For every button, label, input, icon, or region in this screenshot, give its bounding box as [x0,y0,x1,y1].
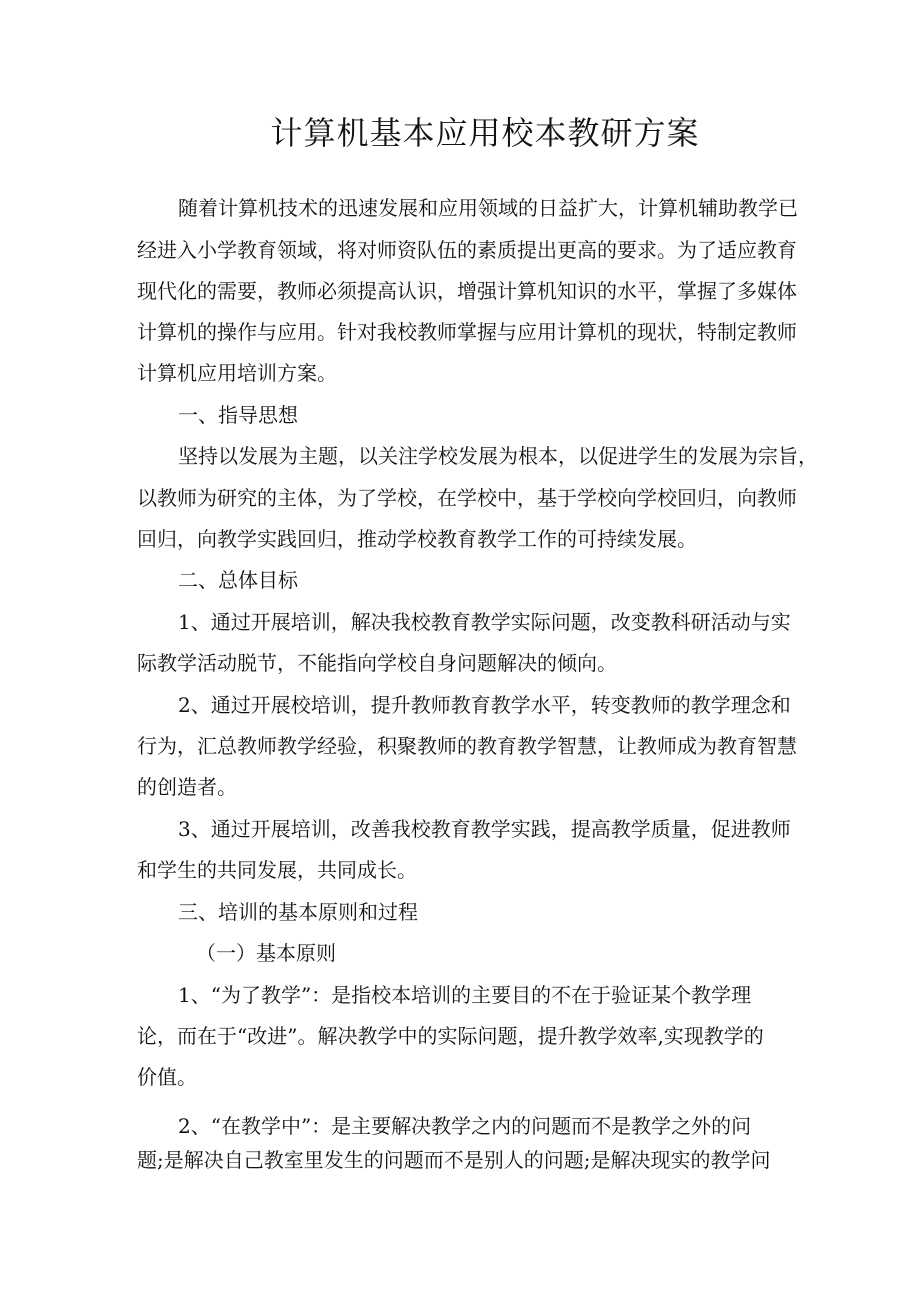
paragraph-line: 1、“为了教学”：是指校本培训的主要目的不在于验证某个教学理 [178,983,752,1007]
section-heading: 二、总体目标 [178,568,298,592]
subsection-heading: （一）基本原则 [196,941,336,965]
paragraph-line: 的创造者。 [137,775,237,799]
paragraph-line: 和学生的共同发展，共同成长。 [137,858,417,882]
document-title: 计算机基本应用校本教研方案 [270,114,700,152]
paragraph-line: 行为，汇总教师教学经验，积聚教师的教育教学智慧，让教师成为教育智慧 [137,734,797,758]
paragraph-line: 1、通过开展培训，解决我校教育教学实际问题，改变教科研活动与实 [178,610,791,634]
paragraph-line: 际教学活动脱节，不能指向学校自身问题解决的倾向。 [137,651,617,675]
paragraph-line: 2、“在教学中”：是主要解决教学之内的问题而不是教学之外的问 [178,1114,752,1138]
paragraph-line: 计算机的操作与应用。针对我校教师掌握与应用计算机的现状，特制定教师 [137,320,797,344]
paragraph-line: 计算机应用培训方案。 [137,361,337,385]
section-heading: 一、指导思想 [178,403,298,427]
paragraph-line: 回归，向教学实践回归，推动学校教育教学工作的可持续发展。 [137,527,697,551]
paragraph-line: 2、通过开展校培训，提升教师教育教学水平，转变教师的教学理念和 [178,693,791,717]
paragraph-line: 以教师为研究的主体，为了学校，在学校中，基于学校向学校回归，向教师 [137,486,797,510]
paragraph-line: 经进入小学教育领域，将对师资队伍的素质提出更高的要求。为了适应教育 [137,238,797,262]
section-heading: 三、培训的基本原则和过程 [178,900,418,924]
paragraph-line: 坚持以发展为主题，以关注学校发展为根本，以促进学生的发展为宗旨， [178,444,818,468]
paragraph-line: 现代化的需要，教师必须提高认识，增强计算机知识的水平，掌握了多媒体 [137,279,797,303]
paragraph-line: 题;是解决自己教室里发生的问题而不是别人的问题;是解决现实的教学问 [137,1148,771,1172]
paragraph-line: 论，而在于“改进”。解决教学中的实际问题，提升教学效率,实现教学的 [137,1024,764,1048]
paragraph-line: 价值。 [137,1065,197,1089]
paragraph-line: 随着计算机技术的迅速发展和应用领域的日益扩大，计算机辅助教学已 [178,196,798,220]
paragraph-line: 3、通过开展培训，改善我校教育教学实践，提高教学质量，促进教师 [178,817,791,841]
